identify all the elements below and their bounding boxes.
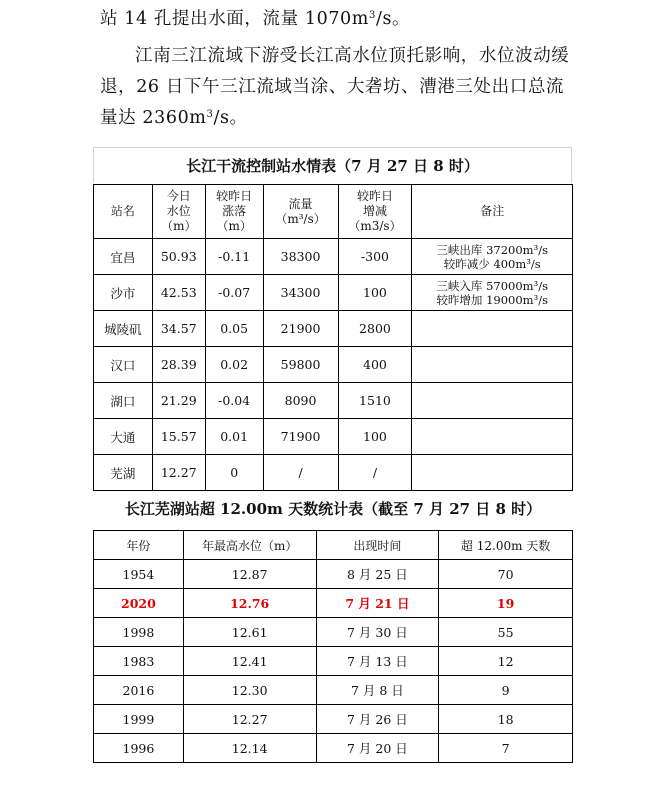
paragraph-2-end: /s。 — [213, 108, 248, 128]
table1-header-cell: 今日 水位 （m） — [152, 185, 205, 239]
note-cell — [412, 455, 573, 491]
table2-cell: 7 — [439, 734, 573, 763]
table2-cell: 7 月 30 日 — [316, 618, 439, 647]
table1-cell: 21900 — [263, 311, 338, 347]
table2-header-cell: 出现时间 — [316, 531, 439, 560]
table1-cell: 21.29 — [152, 383, 205, 419]
note-cell — [412, 347, 573, 383]
paragraph-1-end: /s。 — [375, 9, 411, 29]
paragraph-1 — [100, 4, 570, 35]
table2-header-row — [94, 531, 573, 560]
table1-row — [94, 419, 573, 455]
table1-row — [94, 347, 573, 383]
table1-cell: 0.01 — [205, 419, 263, 455]
table1-cell: 100 — [338, 419, 412, 455]
table1-cell: 12.27 — [152, 455, 205, 491]
table1-header-cell: 站名 — [94, 185, 153, 239]
table1-header-row — [94, 185, 573, 239]
table2-cell: 12.27 — [183, 705, 316, 734]
table1-cell: 2800 — [338, 311, 412, 347]
table2-row — [94, 734, 573, 763]
year-cell: 1998 — [94, 618, 184, 647]
table2-caption: 长江芜湖站超 12.00m 天数统计表（截至 7 月 27 日 8 时） — [124, 500, 542, 518]
table2-cell: 7 月 13 日 — [316, 647, 439, 676]
table1-row — [94, 311, 573, 347]
paragraph-1-sup: 3 — [369, 10, 376, 21]
station-name-cell: 芜湖 — [94, 455, 153, 491]
table2-cell: 12.14 — [183, 734, 316, 763]
table1-row — [94, 455, 573, 491]
year-cell: 1954 — [94, 560, 184, 589]
table1-cell: -0.07 — [205, 275, 263, 311]
table2-cell: 19 — [439, 589, 573, 618]
table1-cell: 0 — [205, 455, 263, 491]
table2-cell: 9 — [439, 676, 573, 705]
table1-cell: 42.53 — [152, 275, 205, 311]
note-cell — [412, 419, 573, 455]
station-name-cell: 汉口 — [94, 347, 153, 383]
station-name-cell: 湖口 — [94, 383, 153, 419]
table1-header-cell: 备注 — [412, 185, 573, 239]
table2-row — [94, 676, 573, 705]
paragraph-2 — [100, 41, 570, 134]
table1-row — [94, 383, 573, 419]
table2-cell: 12.76 — [183, 589, 316, 618]
table2-cell: 7 月 26 日 — [316, 705, 439, 734]
table1-header-cell: 较昨日 增减 （m3/s） — [338, 185, 412, 239]
table1-cell: 0.02 — [205, 347, 263, 383]
table2-row — [94, 647, 573, 676]
table1-row — [94, 239, 573, 275]
table1-cell: / — [263, 455, 338, 491]
table2-cell: 70 — [439, 560, 573, 589]
table2-cell: 7 月 21 日 — [316, 589, 439, 618]
table2-row — [94, 589, 573, 618]
table1-cell: -300 — [338, 239, 412, 275]
table1-row — [94, 275, 573, 311]
note-cell — [412, 311, 573, 347]
table1-cell: -0.04 — [205, 383, 263, 419]
table1-header-cell: 较昨日 涨落 （m） — [205, 185, 263, 239]
table2-row — [94, 618, 573, 647]
table2-cell: 12.87 — [183, 560, 316, 589]
paragraph-2-sup: 3 — [206, 109, 214, 120]
table2-header-cell: 年最高水位（m） — [183, 531, 316, 560]
station-name-cell: 大通 — [94, 419, 153, 455]
table2-row — [94, 560, 573, 589]
table2-cell: 7 月 20 日 — [316, 734, 439, 763]
year-cell: 2020 — [94, 589, 184, 618]
table1-cell: 59800 — [263, 347, 338, 383]
table2-cell: 12.41 — [183, 647, 316, 676]
table2-header-cell: 超 12.00m 天数 — [439, 531, 573, 560]
table2-cell: 7 月 8 日 — [316, 676, 439, 705]
table1-header-cell: 流量 （m³/s） — [263, 185, 338, 239]
table1-cell: -0.11 — [205, 239, 263, 275]
paragraph-1-text: 站 14 孔提出水面，流量 1070m — [100, 9, 369, 29]
year-cell: 1996 — [94, 734, 184, 763]
table1-cell: 0.05 — [205, 311, 263, 347]
table1-cell: 15.57 — [152, 419, 205, 455]
station-name-cell: 沙市 — [94, 275, 153, 311]
year-cell: 1999 — [94, 705, 184, 734]
year-cell: 1983 — [94, 647, 184, 676]
wuhu-days-table — [93, 530, 573, 763]
table1-caption: 长江干流控制站水情表（7 月 27 日 8 时） — [93, 147, 572, 183]
note-cell — [412, 383, 573, 419]
water-level-table — [93, 184, 573, 491]
table1-cell: 1510 — [338, 383, 412, 419]
table2-cell: 12 — [439, 647, 573, 676]
station-name-cell: 城陵矶 — [94, 311, 153, 347]
table2-header-cell: 年份 — [94, 531, 184, 560]
table2-cell: 8 月 25 日 — [316, 560, 439, 589]
table1-cell: 34.57 — [152, 311, 205, 347]
note-cell: 三峡出库 37200m³/s 较昨减少 400m³/s — [412, 239, 573, 275]
table1-cell: 8090 — [263, 383, 338, 419]
table1-cell: 38300 — [263, 239, 338, 275]
table1-cell: 50.93 — [152, 239, 205, 275]
table1-cell: 28.39 — [152, 347, 205, 383]
table2-cell: 12.61 — [183, 618, 316, 647]
table1-cell: 100 — [338, 275, 412, 311]
table2-row — [94, 705, 573, 734]
table2-cell: 18 — [439, 705, 573, 734]
table1-cell: / — [338, 455, 412, 491]
note-cell: 三峡入库 57000m³/s 较昨增加 19000m³/s — [412, 275, 573, 311]
table2-cell: 12.30 — [183, 676, 316, 705]
table1-cell: 71900 — [263, 419, 338, 455]
paragraph-2-text: 江南三江流域下游受长江高水位顶托影响，水位波动缓退，26 日下午三江流域当涂、大砻坊、漕港三处出口总流量达 2360m — [100, 46, 570, 128]
table1-cell: 400 — [338, 347, 412, 383]
year-cell: 2016 — [94, 676, 184, 705]
station-name-cell: 宜昌 — [94, 239, 153, 275]
table1-cell: 34300 — [263, 275, 338, 311]
table2-cell: 55 — [439, 618, 573, 647]
